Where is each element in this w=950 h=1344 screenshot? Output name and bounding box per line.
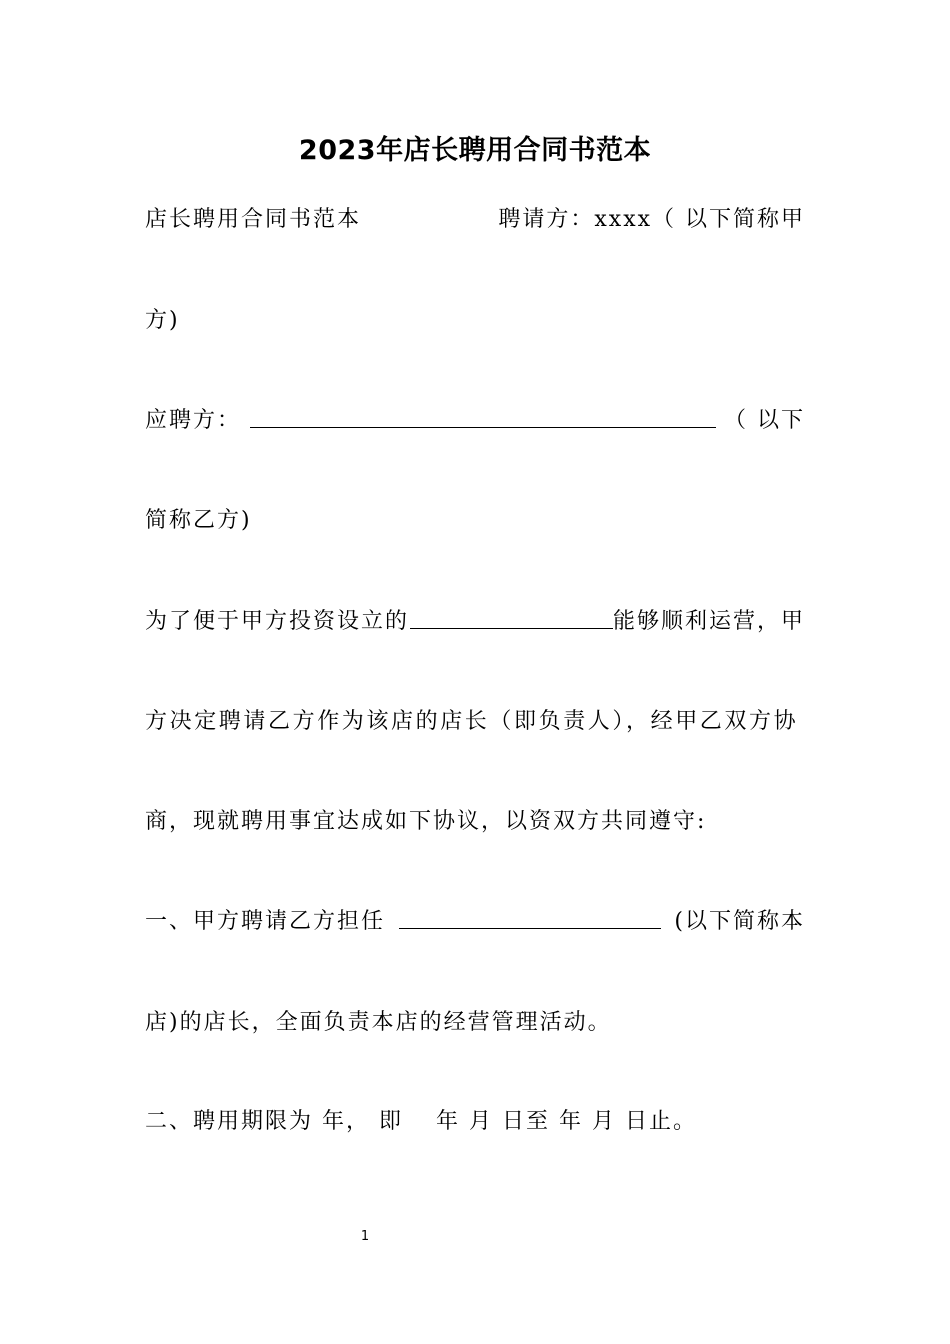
paragraph-line-8 bbox=[145, 906, 805, 938]
paragraph-line-2: 方) bbox=[145, 308, 180, 333]
clause-1-text: 一、甲方聘请乙方担任 bbox=[145, 909, 386, 934]
purpose-text: 为了便于甲方投资设立的 bbox=[145, 609, 410, 634]
purpose-text-end: 能够顺利运营，甲 bbox=[612, 609, 805, 634]
paragraph-line-3 bbox=[145, 405, 805, 437]
page-number: 1 bbox=[360, 1229, 370, 1244]
paragraph-line-1 bbox=[145, 204, 805, 236]
document-title: 2023年店长聘用合同书范本 bbox=[298, 135, 652, 166]
paragraph-line-6: 方决定聘请乙方作为该店的店长（即负责人），经甲乙双方协 bbox=[145, 709, 799, 734]
clause-1-text-end: (以下简称本 bbox=[674, 909, 805, 934]
paragraph-line-4: 简称乙方) bbox=[145, 508, 252, 533]
applicant-blank-line bbox=[250, 405, 716, 428]
paragraph-line-5 bbox=[145, 606, 805, 638]
applicant-suffix: （ 以下 bbox=[723, 408, 805, 433]
paragraph-line-10: 二、聘用期限为 年， 即 年 月 日至 年 月 日止。 bbox=[145, 1109, 697, 1134]
applicant-label: 应聘方： bbox=[145, 408, 242, 433]
store-name-blank-line bbox=[410, 606, 613, 629]
paragraph-line-9: 店)的店长，全面负责本店的经营管理活动。 bbox=[145, 1010, 612, 1035]
heading-text: 店长聘用合同书范本 bbox=[145, 207, 362, 232]
hiring-party-text: 聘请方：xxxx（ 以下简称甲 bbox=[498, 207, 805, 232]
paragraph-line-7: 商，现就聘用事宜达成如下协议，以资双方共同遵守: bbox=[145, 809, 707, 834]
position-blank-line bbox=[399, 906, 661, 929]
